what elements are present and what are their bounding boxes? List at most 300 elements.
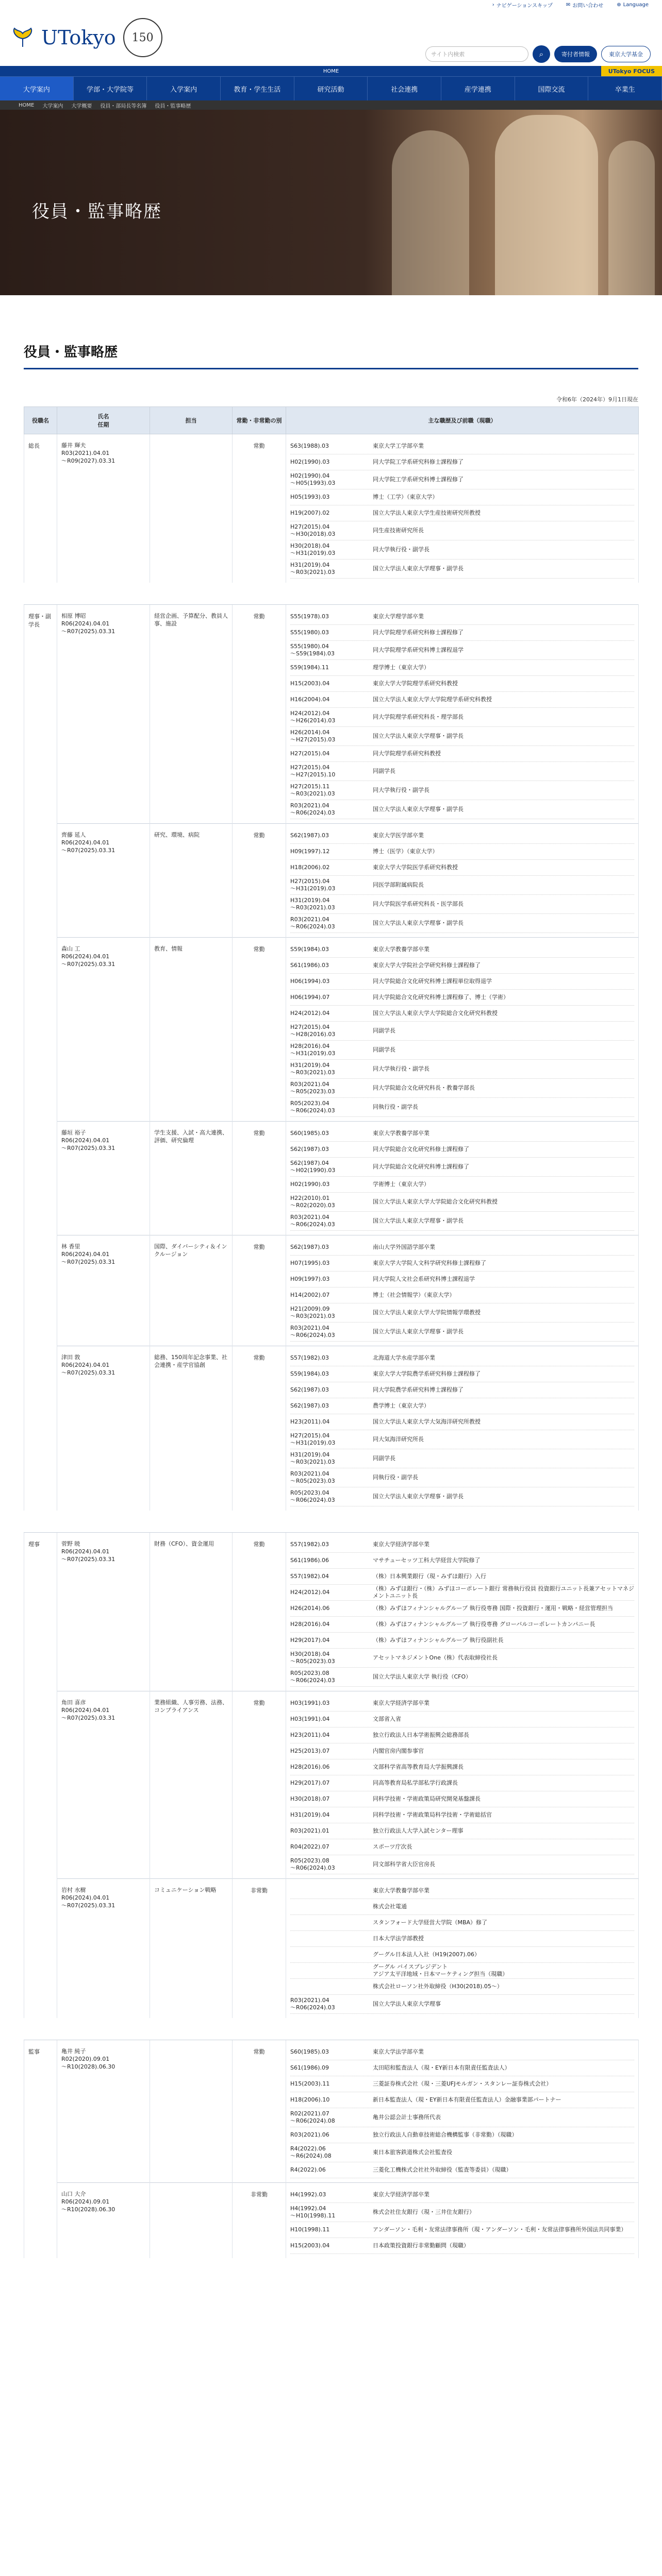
history-date: R05(2023).04 〜R06(2024).03: [290, 1100, 335, 1114]
history-entry: [290, 2127, 634, 2143]
history-entry: [290, 1449, 634, 1468]
history-date: H28(2016).04 〜H31(2019).03: [290, 1043, 336, 1057]
history-date: H03(1991).04: [290, 1716, 330, 1722]
history-text: 国立大学法人東京大学生産技術研究所教授: [373, 510, 481, 516]
history-date: S62(1987).03: [290, 1402, 329, 1409]
history-text: （株）みずほフィナンシャルグループ 執行役専務 グローバルコーポレートカンパニー長: [373, 1621, 595, 1628]
history-text: 同大学院農学系研究科博士課程修了: [373, 1386, 464, 1393]
history-text: 同大学執行役・副学長: [373, 1065, 429, 1072]
person-cell: [57, 2183, 150, 2259]
history-date: H27(2015).04 〜H28(2016).03: [290, 1024, 336, 1038]
nav-item[interactable]: 大学案内: [0, 77, 74, 100]
nav-item[interactable]: 入学案内: [147, 77, 221, 100]
hero-arch: [608, 141, 655, 295]
history-date: H31(2019).04 〜R03(2021).03: [290, 1062, 335, 1076]
history-entry: [290, 1240, 634, 1256]
duty-cell: 経営企画、予算配分、教員人事、施設: [150, 605, 233, 824]
nav-item[interactable]: 国際交流: [515, 77, 589, 100]
history-text: アンダーソン・毛利・友常法律事務所（現・アンダーソン・毛利・友常法律事務所外国法共同事業）: [373, 2226, 627, 2233]
history-entry: [290, 1350, 634, 1366]
history-entry: [290, 1585, 634, 1601]
history-cell: [286, 2040, 639, 2183]
history-text: 同副学長: [373, 1046, 395, 1053]
person-name: 藤垣 裕子: [61, 1129, 86, 1136]
breadcrumb-item[interactable]: 大学案内: [42, 103, 63, 109]
history-entry: [290, 1414, 634, 1430]
as-of-date: 令和6年（2024年）9月1日現在: [556, 396, 638, 403]
history-entry: [290, 1931, 634, 1947]
history-date: S63(1988).03: [290, 443, 329, 449]
history-entry: [290, 914, 634, 933]
history-date: H15(2003).11: [290, 2080, 330, 2087]
history-date: H28(2016).06: [290, 1764, 330, 1770]
history-text: 独立行政法人大学入試センター理事: [373, 1827, 464, 1834]
history-date: R03(2021).04 〜R06(2024).03: [290, 1325, 335, 1338]
header-tools: [425, 45, 651, 63]
person-cell: [57, 1691, 150, 1879]
history-date: [290, 1921, 368, 1925]
history-text: 新日本監査法人（現・EY新日本有限責任監査法人）金融事業部パートナー: [373, 2096, 561, 2103]
history-cell: [286, 605, 639, 824]
history-text: 同執行役・副学長: [373, 1474, 418, 1481]
history-date: H05(1993).03: [290, 494, 330, 500]
mail-icon: ✉: [566, 2, 571, 8]
history-entry: [290, 1807, 634, 1823]
history-text: 同執行役・副学長: [373, 1104, 418, 1110]
history-entry: [290, 1323, 634, 1342]
history-entry: [290, 1883, 634, 1899]
history-date: S57(1982).03: [290, 1354, 329, 1361]
nav-item[interactable]: 社会連携: [368, 77, 441, 100]
person-name: 藤井 輝夫: [61, 442, 86, 449]
history-entry: [290, 1727, 634, 1743]
history-date: S57(1982).03: [290, 1541, 329, 1548]
history-entry: [290, 1272, 634, 1287]
history-date: S55(1980).04 〜S59(1984).03: [290, 643, 335, 657]
history-entry: [290, 1193, 634, 1212]
header-cell: 役職名: [24, 407, 57, 434]
person-term: R06(2024).04.01 〜R07(2025).03.31: [61, 1251, 115, 1265]
contact-label: お問い合わせ: [572, 3, 604, 9]
history-date: H27(2015).04 〜H27(2015).10: [290, 764, 336, 778]
history-cell: [286, 434, 639, 583]
history-text: 同科学技術・学術政策局研究開発基盤課長: [373, 1795, 481, 1802]
duty-cell: コミュニケーション戦略: [150, 1879, 233, 2019]
history-text: 国立大学法人東京大学理事・副学長: [373, 1493, 464, 1500]
history-date: R03(2021).04 〜R05(2023).03: [290, 1081, 335, 1095]
page-title: 役員・監事略歴: [24, 342, 638, 369]
history-date: H31(2019).04 〜R03(2021).03: [290, 562, 335, 575]
history-date: H30(2018).04 〜H31(2019).03: [290, 543, 336, 556]
history-date: H30(2018).04 〜R05(2023).03: [290, 1651, 335, 1665]
history-text: 同副学長: [373, 1455, 395, 1462]
history-cell: [286, 1235, 639, 1346]
history-entry: [290, 1398, 634, 1414]
history-date: R03(2021).01: [290, 1827, 329, 1834]
header-cell: 氏名 任期: [57, 407, 150, 434]
person-name: 亀井 純子: [61, 2048, 86, 2055]
person-name: 岩村 水樹: [61, 1887, 86, 1893]
history-entry: [290, 2143, 634, 2162]
history-date: R04(2022).07: [290, 1843, 329, 1850]
history-text: （株）みずほ銀行・（株）みずほコーポレート銀行 常務執行役員 投資銀行ユニット長兼アセットマネジメントユニット長: [373, 1585, 634, 1599]
history-date: S55(1980).03: [290, 629, 329, 636]
person-cell: [57, 1533, 150, 1691]
history-entry: [290, 958, 634, 974]
history-entry: [290, 1855, 634, 1874]
hero-arch: [392, 130, 469, 295]
history-date: S62(1987).03: [290, 1244, 329, 1250]
history-entry: [290, 1468, 634, 1487]
duty-cell: 財務（CFO）、資金運用: [150, 1533, 233, 1691]
history-entry: [290, 876, 634, 895]
history-text: 国立大学法人東京大学理事・副学長: [373, 1217, 464, 1224]
history-date: H07(1995).03: [290, 1260, 330, 1266]
history-entry: [290, 470, 634, 489]
history-date: R03(2021).04 〜R06(2024).03: [290, 1214, 335, 1228]
history-date: [290, 1969, 368, 1973]
history-entry: [290, 1696, 634, 1711]
history-text: 同大学院理学系研究科修士課程修了: [373, 629, 464, 636]
history-text: 同文部科学省大臣官房長: [373, 1861, 435, 1868]
search-icon: ⌕: [539, 49, 544, 59]
history-text: 国立大学法人東京大学大学院理学系研究科教授: [373, 696, 492, 703]
table-row: [24, 938, 639, 1122]
history-cell: [286, 2183, 639, 2259]
history-text: 株式会社ローソン社外取締役（H30(2018).05〜）: [373, 1983, 503, 1990]
history-text: 国立大学法人東京大学理事・副学長: [373, 920, 464, 926]
history-date: H02(1990).03: [290, 459, 330, 465]
skip-nav-link[interactable]: [492, 1, 553, 9]
table-row: [24, 1533, 639, 1691]
history-date: S57(1982).04: [290, 1573, 329, 1580]
history-date: S60(1985).03: [290, 2048, 329, 2055]
history-text: 東京大学理学部卒業: [373, 613, 424, 620]
language-label: Language: [623, 2, 649, 8]
history-entry: [290, 1098, 634, 1117]
history-text: 国立大学法人東京大学理事: [373, 2001, 441, 2007]
person-name: 津田 敦: [61, 1354, 80, 1361]
duty-cell: 総務、150周年記念事業、社会連携・産学官協創: [150, 1346, 233, 1511]
history-entry: [290, 1915, 634, 1931]
history-entry: [290, 1711, 634, 1727]
tenure-cell: 常勤: [233, 824, 286, 938]
history-date: H27(2015).04 〜H31(2019).03: [290, 1432, 336, 1446]
history-text: 内閣官房内閣参事官: [373, 1748, 424, 1754]
history-date: S62(1987).04 〜H02(1990).03: [290, 1160, 336, 1174]
history-text: 理学博士（東京大学）: [373, 664, 429, 671]
nav-item[interactable]: 学部・大学院等: [74, 77, 147, 100]
history-date: S62(1987).03: [290, 832, 329, 839]
history-entry: [290, 1142, 634, 1158]
history-entry: [290, 2162, 634, 2178]
history-date: [290, 1889, 368, 1893]
history-date: R03(2021).04 〜R05(2023).03: [290, 1470, 335, 1484]
history-entry: [290, 1899, 634, 1915]
nav-item[interactable]: 教育・学生生活: [221, 77, 294, 100]
history-date: S62(1987).03: [290, 1146, 329, 1153]
duty-cell: 研究、環境、病院: [150, 824, 233, 938]
person-term: R06(2024).04.01 〜R07(2025).03.31: [61, 1548, 115, 1563]
history-date: H29(2017).04: [290, 1637, 330, 1643]
search-placeholder: サイト内検索: [431, 51, 465, 58]
history-text: 同大学院総合文化研究科博士課程修了、博士（学術）: [373, 994, 509, 1001]
search-button[interactable]: [533, 45, 550, 63]
person-name: 角田 喜彦: [61, 1699, 86, 1706]
position-cell: [24, 1122, 57, 1235]
history-date: H03(1991).03: [290, 1700, 330, 1706]
utokyo-focus-button[interactable]: [601, 66, 662, 76]
tenure-cell: 常勤: [233, 2040, 286, 2183]
history-entry: [290, 625, 634, 641]
history-date: H30(2018).07: [290, 1795, 330, 1802]
history-text: 学術博士（東京大学）: [373, 1181, 429, 1188]
history-entry: [290, 1775, 634, 1791]
table-row: [24, 605, 639, 824]
person-cell: [57, 605, 150, 824]
search-input[interactable]: [425, 46, 528, 62]
nav-item[interactable]: 卒業生: [588, 77, 662, 100]
history-date: [290, 1953, 368, 1957]
history-entry: [290, 2187, 634, 2203]
tenure-cell: 常勤: [233, 938, 286, 1122]
hero-title: 役員・監事略歴: [32, 201, 162, 222]
history-entry: [290, 762, 634, 781]
tenure-cell: 常勤: [233, 1346, 286, 1511]
person-name: 林 香里: [61, 1243, 80, 1250]
history-date: H24(2012).04: [290, 1589, 330, 1596]
history-entry: [290, 438, 634, 454]
history-text: 国立大学法人東京大学理事・副学長: [373, 565, 464, 572]
ginkgo-logo-icon: [11, 26, 34, 49]
header-cell: 担当: [150, 407, 233, 434]
history-text: 文部科学省高等教育局大学振興課長: [373, 1764, 464, 1770]
history-date: H27(2015).04 〜H30(2018).03: [290, 523, 336, 537]
history-text: 同副学長: [373, 768, 395, 774]
contact-link[interactable]: [566, 1, 603, 9]
history-text: 東京大学大学院農学系研究科修士課程修了: [373, 1370, 481, 1377]
history-date: [290, 1905, 368, 1909]
utility-bar: [0, 0, 662, 9]
duty-cell: [150, 434, 233, 583]
home-link[interactable]: HOME: [323, 68, 339, 74]
history-text: 株式会社住友銀行（現・三井住友銀行）: [373, 2209, 475, 2215]
history-text: 北海道大学水産学部卒業: [373, 1354, 435, 1361]
history-date: H10(1998).11: [290, 2226, 330, 2233]
history-entry: [290, 1649, 634, 1668]
history-text: 東日本旅客鉄道株式会社監査役: [373, 2149, 452, 2156]
history-cell: [286, 938, 639, 1122]
table-row: [24, 2183, 639, 2259]
history-entry: [290, 1041, 634, 1060]
history-text: 同大学院総合文化研究科博士課程単位取得退学: [373, 978, 492, 985]
history-entry: [290, 895, 634, 914]
fund-label: 東京大学基金: [609, 51, 643, 58]
history-text: 国立大学法人東京大学理事・副学長: [373, 733, 464, 739]
history-entry: [290, 1537, 634, 1553]
position-cell: [24, 1235, 57, 1346]
person-cell: [57, 824, 150, 938]
history-entry: [290, 1303, 634, 1323]
history-date: H21(2009).09 〜R03(2021).03: [290, 1306, 335, 1319]
history-entry: [290, 1430, 634, 1449]
person-name: 齊藤 延人: [61, 832, 86, 838]
arrow-icon: ›: [492, 2, 494, 8]
history-entry: [290, 746, 634, 762]
person-cell: [57, 1122, 150, 1235]
history-text: スタンフォード大学経営大学院（MBA）修了: [373, 1919, 488, 1926]
history-text: （株）日本興業銀行（現・みずほ銀行）入行: [373, 1573, 486, 1580]
duty-cell: [150, 2040, 233, 2183]
history-date: H02(1990).03: [290, 1181, 330, 1188]
breadcrumb-item: 役員・監事略歴: [155, 103, 191, 109]
history-cell: [286, 1691, 639, 1879]
person-term: R06(2024).04.01 〜R07(2025).03.31: [61, 1707, 115, 1721]
position-cell: 総長: [24, 434, 57, 583]
history-entry: [290, 844, 634, 860]
history-entry: [290, 676, 634, 692]
donor-info-button[interactable]: [554, 46, 597, 62]
position-cell: 監事: [24, 2040, 57, 2183]
history-entry: [290, 1979, 634, 1995]
anniversary-seal: [123, 18, 162, 57]
history-date: S61(1986).06: [290, 1557, 329, 1564]
hero-arch: [495, 115, 598, 295]
history-entry: [290, 489, 634, 505]
history-entry: [290, 990, 634, 1006]
history-entry: [290, 2238, 634, 2254]
person-cell: [57, 1879, 150, 2019]
history-date: H29(2017).07: [290, 1780, 330, 1786]
history-date: H27(2015).04: [290, 750, 330, 757]
table-row: [24, 1235, 639, 1346]
group-spacer: [24, 2018, 639, 2040]
history-text: 国立大学法人東京大学大学院情報学環教授: [373, 1309, 481, 1316]
position-cell: [24, 1346, 57, 1511]
history-text: 同大学執行役・副学長: [373, 546, 429, 553]
history-date: [290, 1937, 368, 1941]
history-text: 同大学院総合文化研究科長・教養学部長: [373, 1084, 475, 1091]
history-text: 東京大学医学部卒業: [373, 832, 424, 839]
history-date: H31(2019).04: [290, 1811, 330, 1818]
breadcrumb: [0, 100, 662, 110]
history-entry: [290, 505, 634, 521]
history-date: H23(2011).04: [290, 1732, 330, 1738]
language-link[interactable]: [617, 2, 649, 8]
history-entry: [290, 1212, 634, 1231]
breadcrumb-item[interactable]: HOME: [19, 102, 35, 108]
duty-cell: 国際、ダイバーシティ＆インクルージョン: [150, 1235, 233, 1346]
history-date: R05(2023).04 〜R06(2024).03: [290, 1489, 335, 1503]
person-name: 菅野 暁: [61, 1540, 80, 1547]
history-date: H14(2002).07: [290, 1292, 330, 1298]
history-date: S55(1978).03: [290, 613, 329, 620]
history-text: スポーツ庁次長: [373, 1843, 412, 1850]
history-text: 同生産技術研究所長: [373, 527, 424, 534]
table-row: [24, 1122, 639, 1235]
history-entry: [290, 1079, 634, 1098]
history-text: 東京大学教養学部卒業: [373, 946, 429, 953]
fund-button[interactable]: [601, 46, 651, 62]
history-text: 同科学技術・学術政策局科学技術・学術総括官: [373, 1811, 492, 1818]
history-text: 同大学執行役・副学長: [373, 787, 429, 793]
history-date: H16(2004).04: [290, 696, 330, 703]
history-text: 同大学院理学系研究科教授: [373, 750, 441, 757]
history-text: 同大学院理学系研究科博士課程退学: [373, 647, 464, 653]
breadcrumb-item[interactable]: 役員・部局長等名簿: [100, 103, 147, 109]
history-entry: [290, 1158, 634, 1177]
history-entry: [290, 2092, 634, 2108]
history-entry: [290, 2222, 634, 2238]
history-entry: [290, 1668, 634, 1687]
person-term: R06(2024).04.01 〜R07(2025).03.31: [61, 839, 115, 854]
person-cell: [57, 1235, 150, 1346]
history-date: R4(2022).06: [290, 2166, 326, 2173]
history-text: 同大学院理学系研究科長・理学部長: [373, 714, 464, 720]
history-text: 国立大学法人東京大学大学院総合文化研究科教授: [373, 1010, 498, 1016]
history-text: 同大学院工学系研究科修士課程修了: [373, 459, 464, 465]
nav-item[interactable]: 産学連携: [441, 77, 515, 100]
history-text: 株式会社電通: [373, 1903, 407, 1910]
history-date: H23(2011).04: [290, 1418, 330, 1425]
history-text: 亀井公認会計士事務所代表: [373, 2114, 441, 2121]
history-text: 東京大学経済学部卒業: [373, 1700, 429, 1706]
breadcrumb-item[interactable]: 大学概要: [71, 103, 92, 109]
history-entry: [290, 1995, 634, 2014]
history-entry: [290, 1759, 634, 1775]
position-cell: [24, 1691, 57, 1879]
history-entry: [290, 1601, 634, 1617]
person-cell: [57, 2040, 150, 2183]
history-date: R03(2021).06: [290, 2131, 329, 2138]
history-date: H09(1997).12: [290, 848, 330, 855]
history-text: 東京大学大学院理学系研究科教授: [373, 680, 458, 687]
nav-item[interactable]: 研究活動: [294, 77, 368, 100]
hero-banner: [0, 110, 662, 295]
history-date: R05(2023).08 〜R06(2024).03: [290, 1670, 335, 1684]
history-date: H24(2012).04: [290, 1010, 330, 1016]
history-date: H26(2014).06: [290, 1605, 330, 1612]
site-logo[interactable]: [11, 18, 162, 57]
history-date: H4(1992).04 〜H10(1998).11: [290, 2205, 336, 2219]
history-date: H25(2013).07: [290, 1748, 330, 1754]
history-entry: [290, 1287, 634, 1303]
table-header-row: [24, 407, 639, 434]
history-text: 博士（工学）（東京大学）: [373, 494, 438, 500]
history-entry: [290, 2044, 634, 2060]
history-text: 東京大学法学部卒業: [373, 2048, 424, 2055]
history-text: 博士（医学）（東京大学）: [373, 848, 438, 855]
history-date: S62(1987).03: [290, 1386, 329, 1393]
position-cell: [24, 2183, 57, 2259]
history-text: 独立行政法人自動車技術総合機構監事（非常勤）（現職）: [373, 2131, 518, 2138]
history-date: H15(2003).04: [290, 680, 330, 687]
history-text: 東京大学大学院医学系研究科教授: [373, 864, 458, 871]
history-date: H02(1990).04 〜H05(1993).03: [290, 472, 336, 486]
history-date: H31(2019).04 〜R03(2021).03: [290, 1451, 335, 1465]
table-row: [24, 1346, 639, 1511]
table-row: [24, 434, 639, 583]
history-entry: [290, 521, 634, 540]
history-text: 国立大学法人東京大学理事・副学長: [373, 806, 464, 812]
history-entry: [290, 1006, 634, 1022]
history-text: マサチューセッツ工科大学経営大学院修了: [373, 1557, 481, 1564]
person-name: 森山 工: [61, 945, 80, 952]
history-cell: [286, 1346, 639, 1511]
tenure-cell: 非常勤: [233, 1879, 286, 2019]
history-text: 国立大学法人東京大学大気海洋研究所教授: [373, 1418, 481, 1425]
history-entry: [290, 641, 634, 660]
